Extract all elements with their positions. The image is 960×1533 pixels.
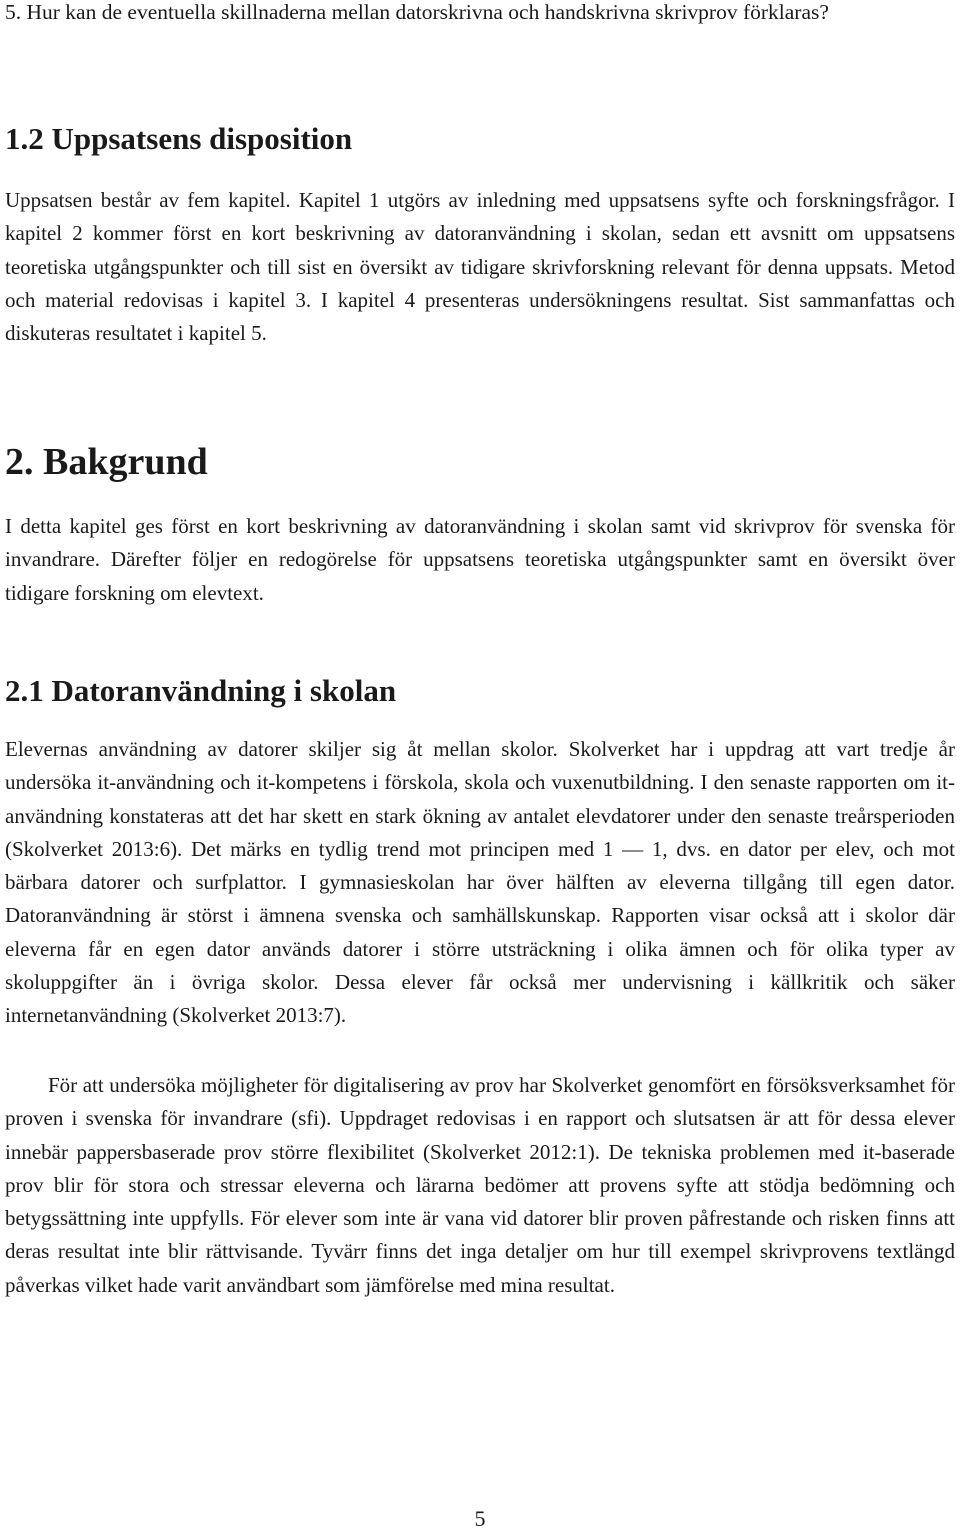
page-number: 5 — [474, 1506, 486, 1531]
section-2-paragraph: I detta kapitel ges först en kort beskrivning av datoranvändning i skolan samt vid skrivprov för svenska för invandrare. Därefter följer en redogörelse för uppsatsens teoretiska utgångspunkter samt en översikt över tidigare forskning om elevtext. — [5, 514, 955, 605]
section-2-1-paragraph-2: För att undersöka möjligheter för digitalisering av prov har Skolverket genomfört en försöksverksamhet för proven i svenska för invandrare (sfi). Uppdraget redovisas i en rapport och slutsatsen är att för dessa elever innebär pappersbaserade prov större flexibilitet (Skolverket 2012:1). De tekniska problemen med it-baserade prov blir för stora och stressar eleverna och lärarna bedömer att provens syfte att stödja bedömning och betygssättning inte uppfylls. För elever som inte är vana vid datorer blir proven påfrestande och risken finns att deras resultat inte blir rättvisande. Tyvärr finns det inga detaljer om hur till exempel skrivprovens textlängd påverkas vilket hade varit användbart som jämförelse med mina resultat. — [5, 1073, 955, 1297]
research-question-5: 5. Hur kan de eventuella skillnaderna mellan datorskrivna och handskrivna skrivprov förklaras? — [5, 0, 829, 24]
section-heading-1-2: 1.2 Uppsatsens disposition — [5, 121, 353, 156]
section-heading-2-1: 2.1 Datoranvändning i skolan — [5, 673, 397, 708]
section-2-1-paragraph-1: Elevernas användning av datorer skiljer sig åt mellan skolor. Skolverket har i uppdrag att vart tredje år undersöka it-användning och it-kompetens i förskola, skola och vuxenutbildning. I den senaste rapporten om it-användning konstateras att det har skett en stark ökning av antalet elevdatorer under den senaste treårsperioden (Skolverket 2013:6). Det märks en tydlig trend mot principen med 1 — 1, dvs. en dator per elev, och mot bärbara datorer och surfplattor. I gymnasieskolan har över hälften av eleverna tillgång till egen dator. Datoranvändning är störst i ämnena svenska och samhällskunskap. Rapporten visar också att i skolor där eleverna får en egen dator används datorer i större utsträckning i olika ämnen och för olika typer av skoluppgifter än i övriga skolor. Dessa elever får också mer undervisning i källkritik och säker internetanvändning (Skolverket 2013:7). — [5, 737, 955, 1028]
section-1-2-paragraph: Uppsatsen består av fem kapitel. Kapitel 1 utgörs av inledning med uppsatsens syfte och forskningsfrågor. I kapitel 2 kommer först en kort beskrivning av datoranvändning i skolan, sedan ett avsnitt om uppsatsens teoretiska utgångspunkter och till sist en översikt av tidigare skrivforskning relevant för denna uppsats. Metod och material redovisas i kapitel 3. I kapitel 4 presenteras undersökningens resultat. Sist sammanfattas och diskuteras resultatet i kapitel 5. — [5, 188, 955, 346]
section-heading-2: 2. Bakgrund — [5, 441, 208, 483]
